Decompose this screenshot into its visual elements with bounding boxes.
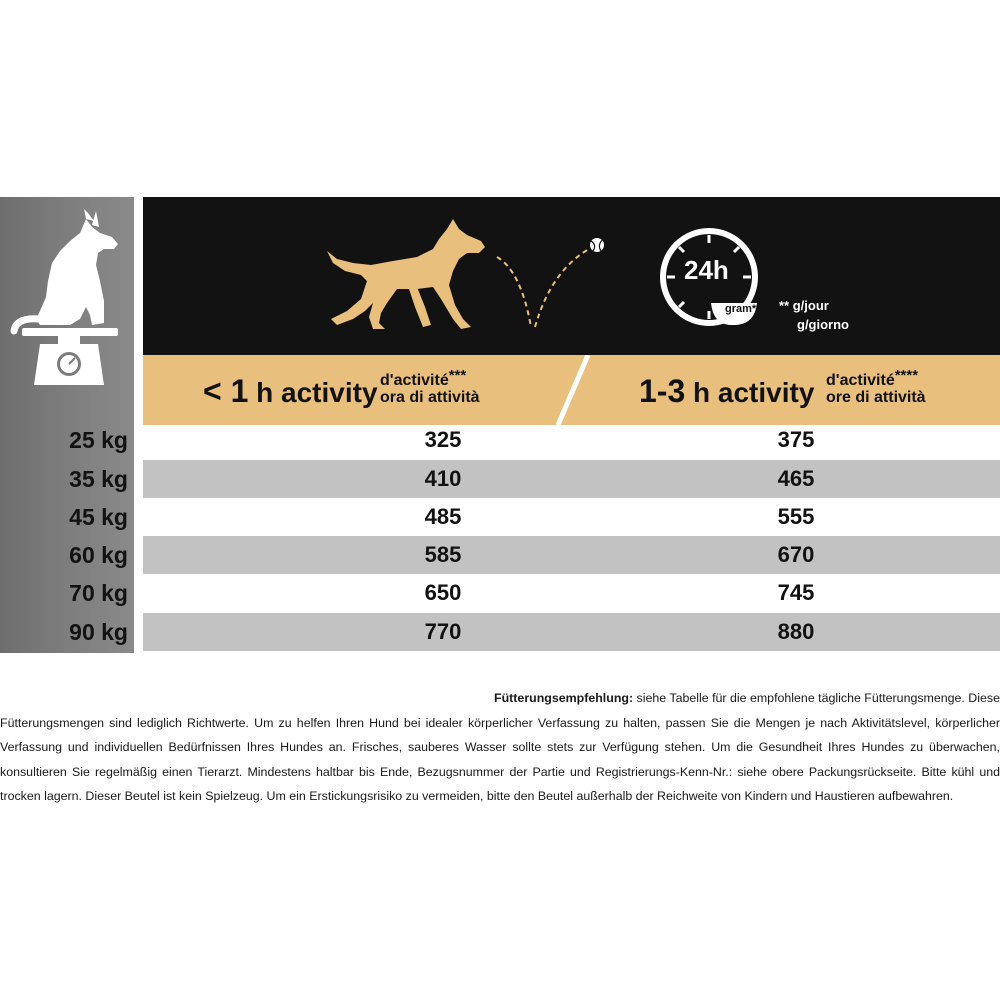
column-low-translations (380, 367, 480, 406)
header-divider-icon (543, 355, 603, 425)
footer-body: Fütterungsmengen sind lediglich Richtwerte. Um zu helfen Ihren Hund bei idealer körperlicher Verfassung zu halten, passen Sie die Mengen je nach Aktivitätslevel, körperlicher Verfassung und individuellen Bedürfnissen Ihres Hundes an. Frisches, sauberes Wasser sollte stets zur Verfügung stehen. Um die Gesundheit Ihres Hundes zu überwachen, konsultieren Sie regelmäßig einen Tierarzt. Mindestens haltbar bis Ende, Bezugsnummer der Partie und Registrierungs-Kenn-Nr.: siehe obere Packungsrückseite. Bitte kühl und trocken lagern. Dieser Beutel ist kein Spielzeug. Um ein Erstickungsrisiko zu vermeiden, bitte den Beutel außerhalb der Reichweite von Kindern und Haustieren aufbewahren. (0, 715, 1000, 804)
weight-label: 70 kg (69, 580, 128, 606)
gram-label: gram** (725, 303, 761, 315)
column-low-title (203, 375, 378, 407)
column-high-suffix: h activity (685, 377, 815, 408)
column-low-it: ora di attività (380, 389, 480, 406)
column-high-title (639, 375, 814, 407)
weight-label: 25 kg (69, 427, 128, 453)
table-row (143, 498, 1000, 536)
low-activity-value: 410 (424, 466, 462, 491)
clock-label: 24h (684, 255, 729, 285)
weight-label: 45 kg (69, 504, 128, 530)
weight-label: 90 kg (69, 619, 128, 645)
table-row (143, 421, 1000, 459)
high-activity-value: 670 (777, 542, 815, 567)
high-activity-value: 465 (777, 466, 815, 491)
unit-it-label: g/giorno (797, 317, 849, 332)
weight-label: 35 kg (69, 466, 128, 492)
table-row (143, 574, 1000, 612)
column-high-prefix: 1-3 (639, 373, 686, 409)
header-banner (143, 197, 1000, 355)
footer-lead-line (0, 686, 1000, 711)
column-low-fr: d'activité (380, 372, 449, 389)
table-row (143, 613, 1000, 651)
column-low-suffix: h activity (248, 377, 378, 408)
feeding-recommendation-text (0, 686, 1000, 809)
walking-dog-icon (321, 215, 501, 335)
unit-fr-label: ** g/jour (779, 298, 829, 313)
column-high-fr-stars: **** (894, 367, 919, 384)
table-row (143, 460, 1000, 498)
activity-header (143, 355, 1000, 425)
high-activity-value: 880 (777, 619, 815, 644)
column-high-translations (826, 367, 926, 406)
column-high-fr: d'activité (826, 372, 895, 389)
low-activity-value: 650 (424, 580, 462, 605)
low-activity-value: 770 (424, 619, 462, 644)
column-low-fr-stars: *** (448, 367, 467, 384)
footer-lead-bold: Fütterungsempfehlung: (494, 691, 634, 705)
footer-lead-rest: siehe Tabelle für die empfohlene tägliche Fütterungsmenge. Diese (633, 691, 1000, 705)
low-activity-value: 325 (424, 427, 462, 452)
high-activity-value: 745 (777, 580, 815, 605)
weight-label: 60 kg (69, 542, 128, 568)
high-activity-value: 555 (777, 504, 815, 529)
ball-trajectory-icon (493, 231, 613, 331)
dog-on-scale-icon (0, 197, 134, 397)
high-activity-value: 375 (777, 427, 815, 452)
column-low-prefix: < 1 (203, 373, 249, 409)
column-high-it: ore di attività (826, 389, 926, 406)
low-activity-value: 585 (424, 542, 462, 567)
table-row (143, 536, 1000, 574)
low-activity-value: 485 (424, 504, 462, 529)
